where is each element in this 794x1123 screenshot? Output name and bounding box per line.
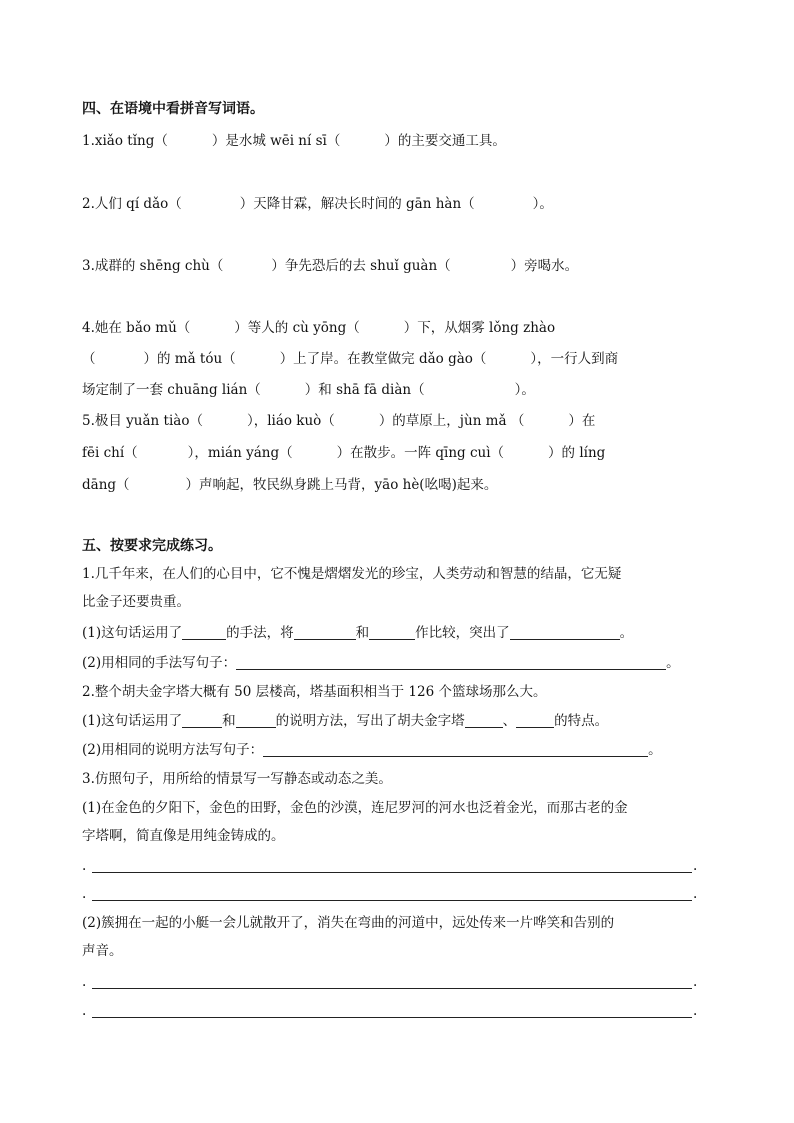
answer-underline[interactable] [369, 624, 415, 640]
answer-underline[interactable] [182, 624, 226, 640]
answer-underline[interactable] [182, 712, 222, 728]
question-5-3-prompt-1-line-2: 字塔啊，简直像是用纯金铸成的。 [82, 828, 285, 844]
question-4-3: 3.成群的 shēng chù（ ）争先恐后的去 shuǐ guàn（ ）旁喝水。 [82, 258, 579, 274]
question-5-3-prompt-2-line-2: 声音。 [82, 943, 123, 959]
answer-underline[interactable] [465, 712, 503, 728]
answer-underline[interactable] [516, 712, 554, 728]
question-5-1-sub-1: (1)这句话运用了 的手法，将 和 作比较，突出了 。 [82, 625, 634, 641]
question-5-2-text: 2.整个胡夫金字塔大概有 50 层楼高，塔基面积相当于 126 个篮球场那么大。 [82, 684, 547, 700]
question-4-5-line-2: fēi chí（ ），mián yáng（ ）在散步。一阵 qīng cuì（ ）的 líng [82, 445, 606, 461]
question-4-2: 2.人们 qí dǎo（ ）天降甘霖，解决长时间的 gān hàn（ ）。 [82, 196, 553, 212]
question-4-4-line-1: 4.她在 bǎo mǔ（ ）等人的 cù yōng（ ）下，从烟雾 lǒng zhào [82, 320, 556, 336]
question-4-5-line-3: dāng（ ）声响起，牧民纵身跳上马背，yāo hè(吆喝)起来。 [82, 477, 498, 493]
question-5-1-text-1: 1.几千年来，在人们的心目中，它不愧是熠熠发光的珍宝，人类劳动和智慧的结晶，它无疑 [82, 566, 622, 582]
answer-underline[interactable] [294, 624, 356, 640]
question-5-3-prompt-2-line-1: (2)簇拥在一起的小艇一会儿就散开了，消失在弯曲的河道中，远处传来一片哗笑和告别的 [82, 915, 615, 931]
question-4-4-line-3: 场定制了一套 chuāng lián（ ）和 shā fā diàn（ ）。 [82, 382, 535, 398]
question-4-1: 1.xiǎo tǐng（ ）是水城 wēi ní sī（ ）的主要交通工具。 [82, 133, 506, 149]
question-5-3-prompt-1-line-1: (1)在金色的夕阳下，金色的田野，金色的沙漠，连尼罗河的河水也泛着金光，而那古老的金 [82, 800, 628, 816]
question-5-1-sub-2: (2)用相同的手法写句子： 。 [82, 655, 680, 671]
answer-underline[interactable] [510, 624, 620, 640]
worksheet-page: 四、在语境中看拼音写词语。 1.xiǎo tǐng（ ）是水城 wēi ní sī（ ）的主要交通工具。 2.人们 qí dǎo（ ）天降甘霖，解决长时间的 gān hàn（ ）。 3.成群的 shēng chù（ ）争先恐后的去 shuǐ guàn（ ）旁喝水。 4.她在 bǎo mǔ（ ）等人的 cù yōng（ ）下，从烟雾 lǒng zhào （ ）的 mǎ tóu（ ）上了岸。在教堂做完 dǎo gào（ ），一行人到商 场定制了一套 chuāng lián（ ）和 shā fā diàn（ ）。 5.极目 yuǎn tiào（ ），liáo kuò（ ）的草原上，jùn mǎ （ ）在 fēi chí（ ），mián yáng（ ）在散步。一阵 qīng cuì（ ）的 líng dāng（ ）声响起，牧民纵身跳上马背，yāo hè(吆喝)起来。 五、按要求完成练习。 1.几千年来，在人们的心目中，它不愧是熠熠发光的珍宝，人类劳动和智慧的结晶，它无疑 比金子还要贵重。 (1)这句话运用了 的手法，将 和 作比较，突出了 。 (2)用相同的手法写句子： 。 2.整个胡夫金字塔大概有 50 层楼高，塔基面积相当于 126 个篮球场那么大。 (1)这句话运用了 和 的说明方法，写出了胡夫金字塔 、 的特点。 (2)用相同的说明方法写句子： 。 3.仿照句子，用所给的情景写一写静态或动态之美。 (1)在金色的夕阳下，金色的田野，金色的沙漠，连尼罗河的河水也泛着金光，而那古老的金 字塔啊，简直像是用纯金铸成的。 . . . . (2)簇拥在一起的小艇一会儿就散开了，消失在弯曲的河道中，远处传来一片哗笑和告别的 声音。 . . . . [82, 101, 698, 1019]
section-5-heading: 五、按要求完成练习。 [82, 538, 222, 554]
section-4-heading: 四、在语境中看拼音写词语。 [82, 101, 264, 117]
question-5-2-sub-2: (2)用相同的说明方法写句子： 。 [82, 742, 662, 758]
question-5-1-text-2: 比金子还要贵重。 [82, 594, 190, 610]
question-4-4-line-2: （ ）的 mǎ tóu（ ）上了岸。在教堂做完 dǎo gào（ ），一行人到商 [82, 351, 619, 367]
question-5-3-text: 3.仿照句子，用所给的情景写一写静态或动态之美。 [82, 771, 392, 787]
answer-underline[interactable] [236, 712, 276, 728]
answer-underline[interactable] [263, 741, 648, 757]
question-5-2-sub-1: (1)这句话运用了 和 的说明方法，写出了胡夫金字塔 、 的特点。 [82, 713, 609, 729]
answer-underline[interactable] [236, 654, 666, 670]
question-4-5-line-1: 5.极目 yuǎn tiào（ ），liáo kuò（ ）的草原上，jùn mǎ （ ）在 [82, 413, 596, 429]
